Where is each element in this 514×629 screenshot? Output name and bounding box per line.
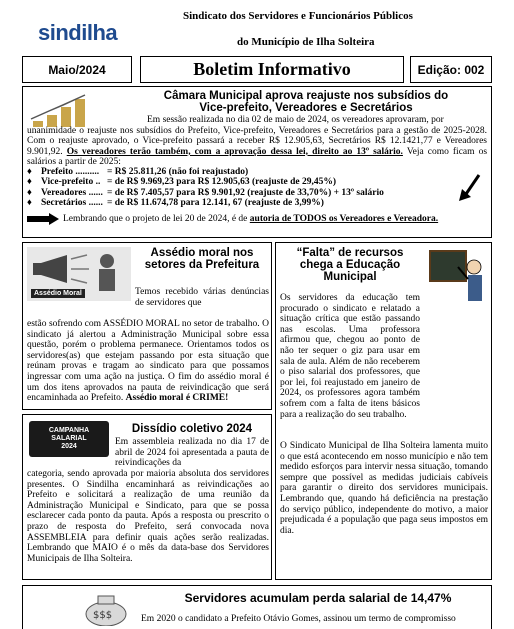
campanha-salarial-badge: CAMPANHA SALARIAL 2024 <box>29 421 109 457</box>
assedio-illustration <box>27 247 131 301</box>
assedio-intro: Temos recebido várias denúncias de servidores que <box>135 287 269 308</box>
teacher-chalkboard-icon <box>428 247 488 307</box>
assedio-title-line2: setores da Prefeitura <box>144 259 260 271</box>
svg-text:$$$: $$$ <box>93 610 113 621</box>
dissidio-title: Dissídio coletivo 2024 <box>131 423 253 435</box>
lembrando-note: Lembrando que o projeto de lei 20 de 2024, é de autoria de TODOS os Vereadores e Vereadora. <box>27 213 497 225</box>
article-assedio <box>22 242 272 410</box>
assedio-title-line1: Assédio moral nos <box>150 247 254 259</box>
educacao-title-line1: “Falta” de recursos <box>296 247 404 259</box>
headline-line2: Vice-prefeito, Vereadores e Secretários <box>199 102 413 114</box>
dissidio-intro: Em assembleia realizada no dia 17 de abril de 2024 foi apresentada a pauta de reivindicações da <box>115 437 269 469</box>
perda-title: Servidores acumulam perda salarial de 14,47% <box>184 591 452 605</box>
money-bag-icon <box>71 590 141 626</box>
masthead-title: Boletim Informativo <box>140 56 404 83</box>
org-name-line1: Sindicato dos Servidores e Funcionários Públicos <box>183 10 413 22</box>
article-paragraph: Em sessão realizada no dia 02 de maio de 2024, os vereadores aprovaram, por unanimidade o reajuste nos subsídios do Prefeito, Vice-prefeito, Vereadores e Secretários para a gestão de 2025-2028. Com o reajuste aprovado, o Vice-prefeito passará a receber R$ 12.905,63, Secretários R$ 12.1421,77 e Vereadores 9.901,92. Os vereadores terão também, com a aprovação dessa lei, direito ao 13º salário. Veja como ficam os salários a partir de 2025: <box>27 115 488 168</box>
salary-list <box>27 167 487 209</box>
headline-line1: Câmara Municipal aprova reajuste nos subsídios do <box>163 90 449 102</box>
assedio-label: Assédio Moral <box>31 289 85 298</box>
masthead-edition: Edição: 002 <box>410 56 492 83</box>
arrow-down-left-icon <box>459 173 481 203</box>
article-reajuste <box>22 86 492 238</box>
educacao-title-line2: chega a Educação <box>299 259 401 271</box>
perda-paragraph: Em 2020 o candidato a Prefeito Otávio Gomes, assinou um termo de compromisso <box>141 614 456 624</box>
assedio-body: estão sofrendo com ASSÉDIO MORAL no setor de trabalho. O sindicato já alertou a Administração Municipal sobre essa questão, porém o problema permanece. Orientamos todos os servidores(as) que estejam passando por esta situação que reúnam provas e tragam ao sindicato para que possamos ingressar com uma ação na justiça. O fim do assédio moral é um dos itens aprovados na pauta de reivindicação que será encaminhada ao Prefeito. Assédio moral é CRIME! <box>27 319 269 404</box>
article-perda-salarial <box>22 585 492 629</box>
logo: sindilha <box>38 20 118 45</box>
salary-row: ♦ Prefeito .......... = R$ 25.811,26 (não foi reajustado) <box>27 167 249 177</box>
article-dissidio <box>22 414 272 580</box>
org-name-line2: do Município de Ilha Solteira <box>237 36 375 48</box>
educacao-paragraph1: Os servidores da educação tem procurado o sindicato e relatado a situação crítica que estão passando nas escolas. Uma professora afirmou que, chegou ao ponto de não ter sequer o giz para usar em sala de aula. Além de não receberem o piso salarial dos professores, que por lei, foi reajustado em janeiro de 2024, os professores agora também sofrem com a falta de itens básicos para a realização do seu trabalho. <box>280 293 420 420</box>
arrow-right-icon <box>27 213 59 225</box>
masthead-date: Maio/2024 <box>22 56 132 83</box>
educacao-title-line3: Municipal <box>323 271 377 283</box>
salary-row: ♦ Vice-prefeito .. = de R$ 9.969,23 para R$ 12.905,63 (reajuste de 29,45%) <box>27 177 336 188</box>
salary-row: ♦ Secretários ...... = de R$ 11.674,78 para 12.141, 67 (reajuste de 3,99%) <box>27 198 324 209</box>
article-educacao <box>275 242 492 580</box>
dissidio-body: categoria, sendo aprovada por maioria absoluta dos servidores presentes. O Sindilha encaminhará as reivindicações ao Prefeito e solicitará a realização de uma reunião da Administração Municipal e Sindicato, para que se possa esclarecer cada ponto da pauta. Após a resposta ou prescrito o prazo de resposta do Prefeito, será convocada nova ASSEMBLEIA para definir quais ações serão realizadas. Lembrando que MAIO é o mês da data-base dos Servidores Municipais de Ilha Solteira. <box>27 469 269 564</box>
salary-row: ♦ Vereadores ...... = de R$ 7.405,57 para R$ 9.901,92 (reajuste de 33,70%) + 13º salário <box>27 187 384 198</box>
educacao-paragraph2: O Sindicato Municipal de Ilha Solteira lamenta muito o que está acontecendo em nosso município e não tem medido esforços para intervir nessa situação, tomando sempre que possível as medidas judiciais cabíveis para garantir o direito dos servidores municipais. Lembrando que, quando há deficiência na prestação do serviço público, independente do motivo, a maior prejudicada é a população que paga seus impostos em dia. <box>280 441 488 536</box>
